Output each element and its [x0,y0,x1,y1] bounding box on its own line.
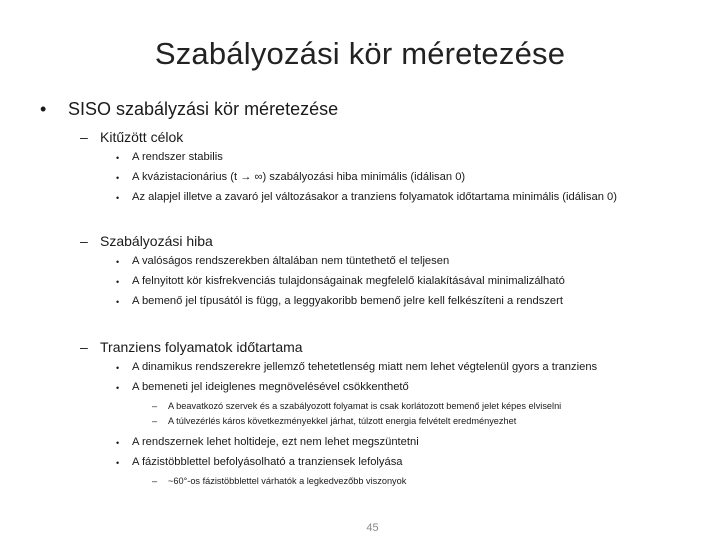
bullet-dot: • [116,173,120,183]
bullet-dot: • [116,438,120,448]
bullet-dash: – [152,476,158,486]
bullet-dot: • [116,257,120,267]
bullet-dash: – [152,416,158,426]
bullet-dot: • [116,193,120,203]
bullet-dash: – [80,339,88,355]
list-item-text: A kvázistacionárius (t → ∞) szabályozási hiba minimális (idálisan 0) [132,171,466,183]
list-item-text: SISO szabályzási kör méretezése [68,99,339,119]
section-heading-text: Szabályozási hiba [100,233,213,249]
list-item-text: A fázistöbblettel befolyásolható a tranziensek lefolyása [132,456,403,468]
section-heading-text: Kitűzött célok [100,129,184,145]
bullet-dot: • [116,383,120,393]
list-item-text: Az alapjel illetve a zavaró jel változásakor a tranziens folyamatok időtartama minimális (idálisan 0) [132,191,618,203]
list-item-text: A felnyitott kör kisfrekvenciás tulajdonságainak megfelelő kialakításával minimalizálható [132,275,565,287]
bullet-dot: • [116,277,120,287]
sub-list-item-text: ~60°-os fázistöbblettel várhatók a legkedvezőbb viszonyok [168,476,407,486]
bullet-dash: – [80,233,88,249]
bullet-dash: – [152,401,158,411]
sub-list-item-text: A túlvezérlés káros következményekkel járhat, túlzott energia felvételt eredményezhet [168,416,517,426]
list-item-text: A bemenő jel típusától is függ, a leggyakoribb bemenő jelre kell felkészíteni a rendszert [132,295,563,307]
bullet-dot: • [116,458,120,468]
page-title: Szabályozási kör méretezése [154,36,566,71]
sub-list-item-text: A beavatkozó szervek és a szabályozott folyamat is csak korlátozott bemenő jelet képes elviselni [168,401,562,411]
section-heading-text: Tranziens folyamatok időtartama [100,339,303,355]
list-item-text: A dinamikus rendszerekre jellemző tehetetlenség miatt nem lehet végtelenül gyors a tranziens [132,361,598,373]
bullet-dot: • [116,297,120,307]
list-item-text: A valóságos rendszerekben általában nem tüntethető el teljesen [132,255,450,267]
bullet-dot: • [40,99,47,119]
bullet-dot: • [116,153,120,163]
list-item-text: A rendszer stabilis [132,151,223,163]
list-item-text: A rendszernek lehet holtideje, ezt nem lehet megszüntetni [132,436,419,448]
list-item-text: A bemeneti jel ideiglenes megnövelésével csökkenthető [132,381,409,393]
bullet-dash: – [80,129,88,145]
page-number: 45 [366,522,379,534]
bullet-dot: • [116,363,120,373]
